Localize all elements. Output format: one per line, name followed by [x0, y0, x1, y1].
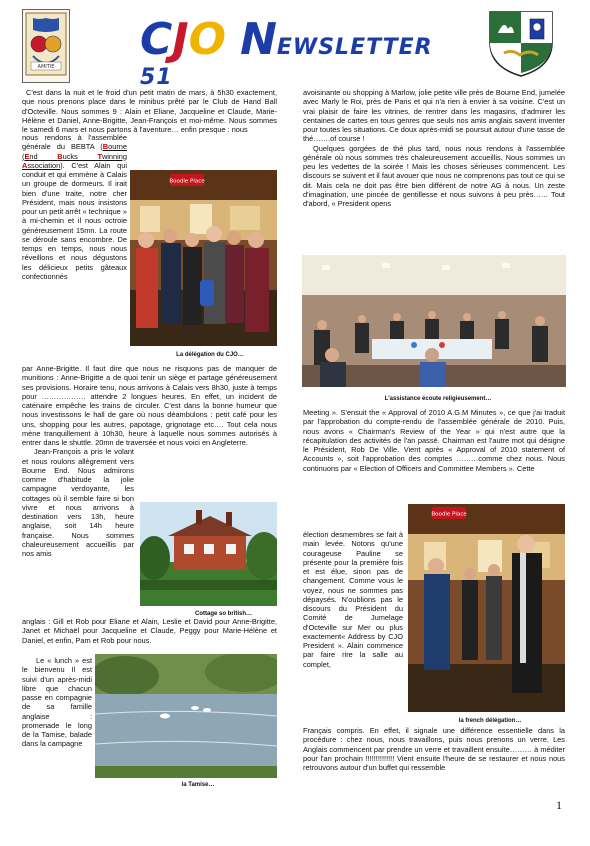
masthead-j: J [172, 14, 189, 65]
left-intro-text: C'est dans la nuit et le froid d'un petit matin de mars, à 5h30 exactement, que nous prenons place dans le minibus prêté par le Club de Hand Ball d'Octeville. Nous sommes 9 : Alain et Eliane, Jacqueline et Claude, Marie-Hélène et Daniel, Anne-Brigitte, Jean-François et moi-même. Nous sommes le samedi 6 mars et nous partons à l'aventure… enfin presque : nous [22, 88, 277, 134]
masthead-c: C [140, 14, 173, 65]
caption-tamise: la Tamise… [181, 782, 215, 788]
crest-motto: AMITIE [37, 64, 55, 70]
french-delegation-photo [408, 504, 565, 712]
caption-cottage: Cottage so british… [194, 611, 252, 617]
masthead-o: O [188, 14, 227, 65]
masthead-n: N [240, 14, 277, 65]
right-text-conclusion: Français compris. En effet, il signale une différence essentielle dans la procédure : chez nous, nous travaillons, puis nous prenons un verre. Les Anglais commencent par prendre un verre et travaillent ensuite……… à méditer pour l'an prochain !!!!!!!!!!!!!! Vient ensuite l'heure de se restaurer et nous nous retrouvons autour d'un buffet qui ressemble [303, 726, 565, 772]
delegation-photo [130, 170, 277, 346]
masthead-rest: EWSLETTER 51 [140, 35, 433, 90]
page-number: 1 [556, 798, 562, 812]
right-text-marlow: avoisinante ou shopping à Marlow, jolie petite ville près de Bourne End, jumelée avec Marly le Roi, près de Paris et qui n'a rien à envier à sa voisine. C'est un vrai plaisir de faire les vitrines, de rentrer dans les magasins, d'admirer les centaines de cartes en tous genres que seuls nos amis anglais savent inventer pour toutes les situations. Ce doux après-midi se poursuit autour d'une tasse de thé…….of course ! Quelques gorgées de thé plus tard, nous nous rendons à l'assemblée générale où nous sommes très chaleureusement accueillis. Nous sommes un peu les vedettes de la soirée ! Mais les choses sérieuses commencent. Les discours se suivent et il faut avouer que nous ne comprenons pas tout ce qui se dit. Mais cela ne doit pas être bien différent de notre AG à nous. Un zeste d'imagination, une pincée de gentillesse et nous suivons à peu près…… Tout d'abord, « President opens [303, 88, 565, 208]
left-text-beside-photo: nous rendons à l'assemblée générale du BEBTA (Bourne (End Bucks Twinning Association). C'est Alain qui conduit et qui emmène à Calais un groupe de dormeurs. Il irait bien d'une traite, notre cher Président, mais nous insistons pour un petit arrêt « technique » à mi-chemin et il nous octroie généreusement 15mn. La route se déroule sans encombre. De temps en temps, nous nous réveillons et nous dégustons les délicieux petits gâteaux confectionnés [22, 133, 128, 281]
caption-delegation: La délégation du CJO… [176, 352, 244, 358]
bourne-end-shield-logo [486, 9, 556, 79]
caption-french: la french délégation… [458, 718, 522, 724]
svg-text:Boodle Place: Boodle Place [431, 511, 467, 518]
bebta-acronym: Bourne (End Bucks Twinning Association [22, 142, 128, 170]
thames-photo [95, 654, 277, 778]
cottage-photo [140, 502, 277, 606]
svg-text:Boodle Place: Boodle Place [169, 178, 205, 185]
left-text-calais: par Anne-Brigitte. Il faut dire que nous ne risquons pas de manquer de munitions : Anne-Brigitte a de quoi tenir un siège et partage généreusement ses provisions. Horaire tenu, nous arrivons à Calais vers 8h30, juste à temps pour ……………… attendre 2 longues heures. En effet, un incident de caténaire empêche les trains de circuler. C'est dans la bonne humeur que nous investissons le hall de gare où nous déambulons : petit café pour les uns, shopping pour les autres, papotage, grignotage etc…. Tout cela nous mène tranquillement à 10h30, heure à laquelle nous sommes autorisés à entrer dans le shuttle. 20mn de traversée et nous voici en Angleterre. Jean-François a pris le volant et nous roulons allègrement vers Bourne End. Nous admirons comme d'habitude la jolie campagne verdoyante, les cottages où il semble faire si bon vivre et nous arrivons à destination vers 13h, heure anglaise, soit 14h heure française. Nous sommes chaleureusement accueillis par nos amis [22, 364, 277, 558]
left-text-hosts: anglais : Gill et Rob pour Eliane et Alain, Leslie et David pour Anne-Brigitte, Janet et Michaël pour Jacqueline et Claude, Peggy pour Marie-Hélène et Daniel, et enfin, Pam et Rob pour nous. [22, 617, 277, 645]
right-text-election: élection desmembres se fait à main levée. Notons qu'une courageuse Pauline se présente pour la première fois et est élue, sinon pas de changement. Comme vous le voyez, nous ne sommes pas dépaysés. N'oublions pas le discours du Président du Comité de Jumelage d'Octeville sur Mer ou plus exactement« Address by CJO President ». Alain commence par faire rire la salle au complet, [303, 530, 403, 669]
caption-assistance: L'assistance écoute religieusement… [384, 396, 492, 402]
cjo-crest-logo [22, 9, 70, 83]
left-text-lunch: Le « lunch » est le bienvenu Il est suivi d'un après-midi libre que chacun passe en compagnie de sa famille anglaise : promenade le long de la Tamise, balade dans la campagne [22, 656, 92, 749]
right-text-agm: Meeting ». S'ensuit the « Approval of 2010 A.G.M Minutes », ce que j'ai traduit par l'approbation du compte-rendu de l'assemblée générale de 2010. Puis, nous avons « Chairman's Review of the Year » qui n'est autre que la récapitulation des activités de l'an passé. Chairman est l'autre mot qui désigne le Président, Rob De Ville. Vient après « Approval of 2010 statement of Accounts », soit l'approbation des comptes ………comme chez nous. Nous continuons par « Election of Officers and Committee Members ». Cette [303, 408, 565, 473]
newsletter-masthead [140, 14, 470, 90]
assembly-photo [302, 255, 566, 387]
